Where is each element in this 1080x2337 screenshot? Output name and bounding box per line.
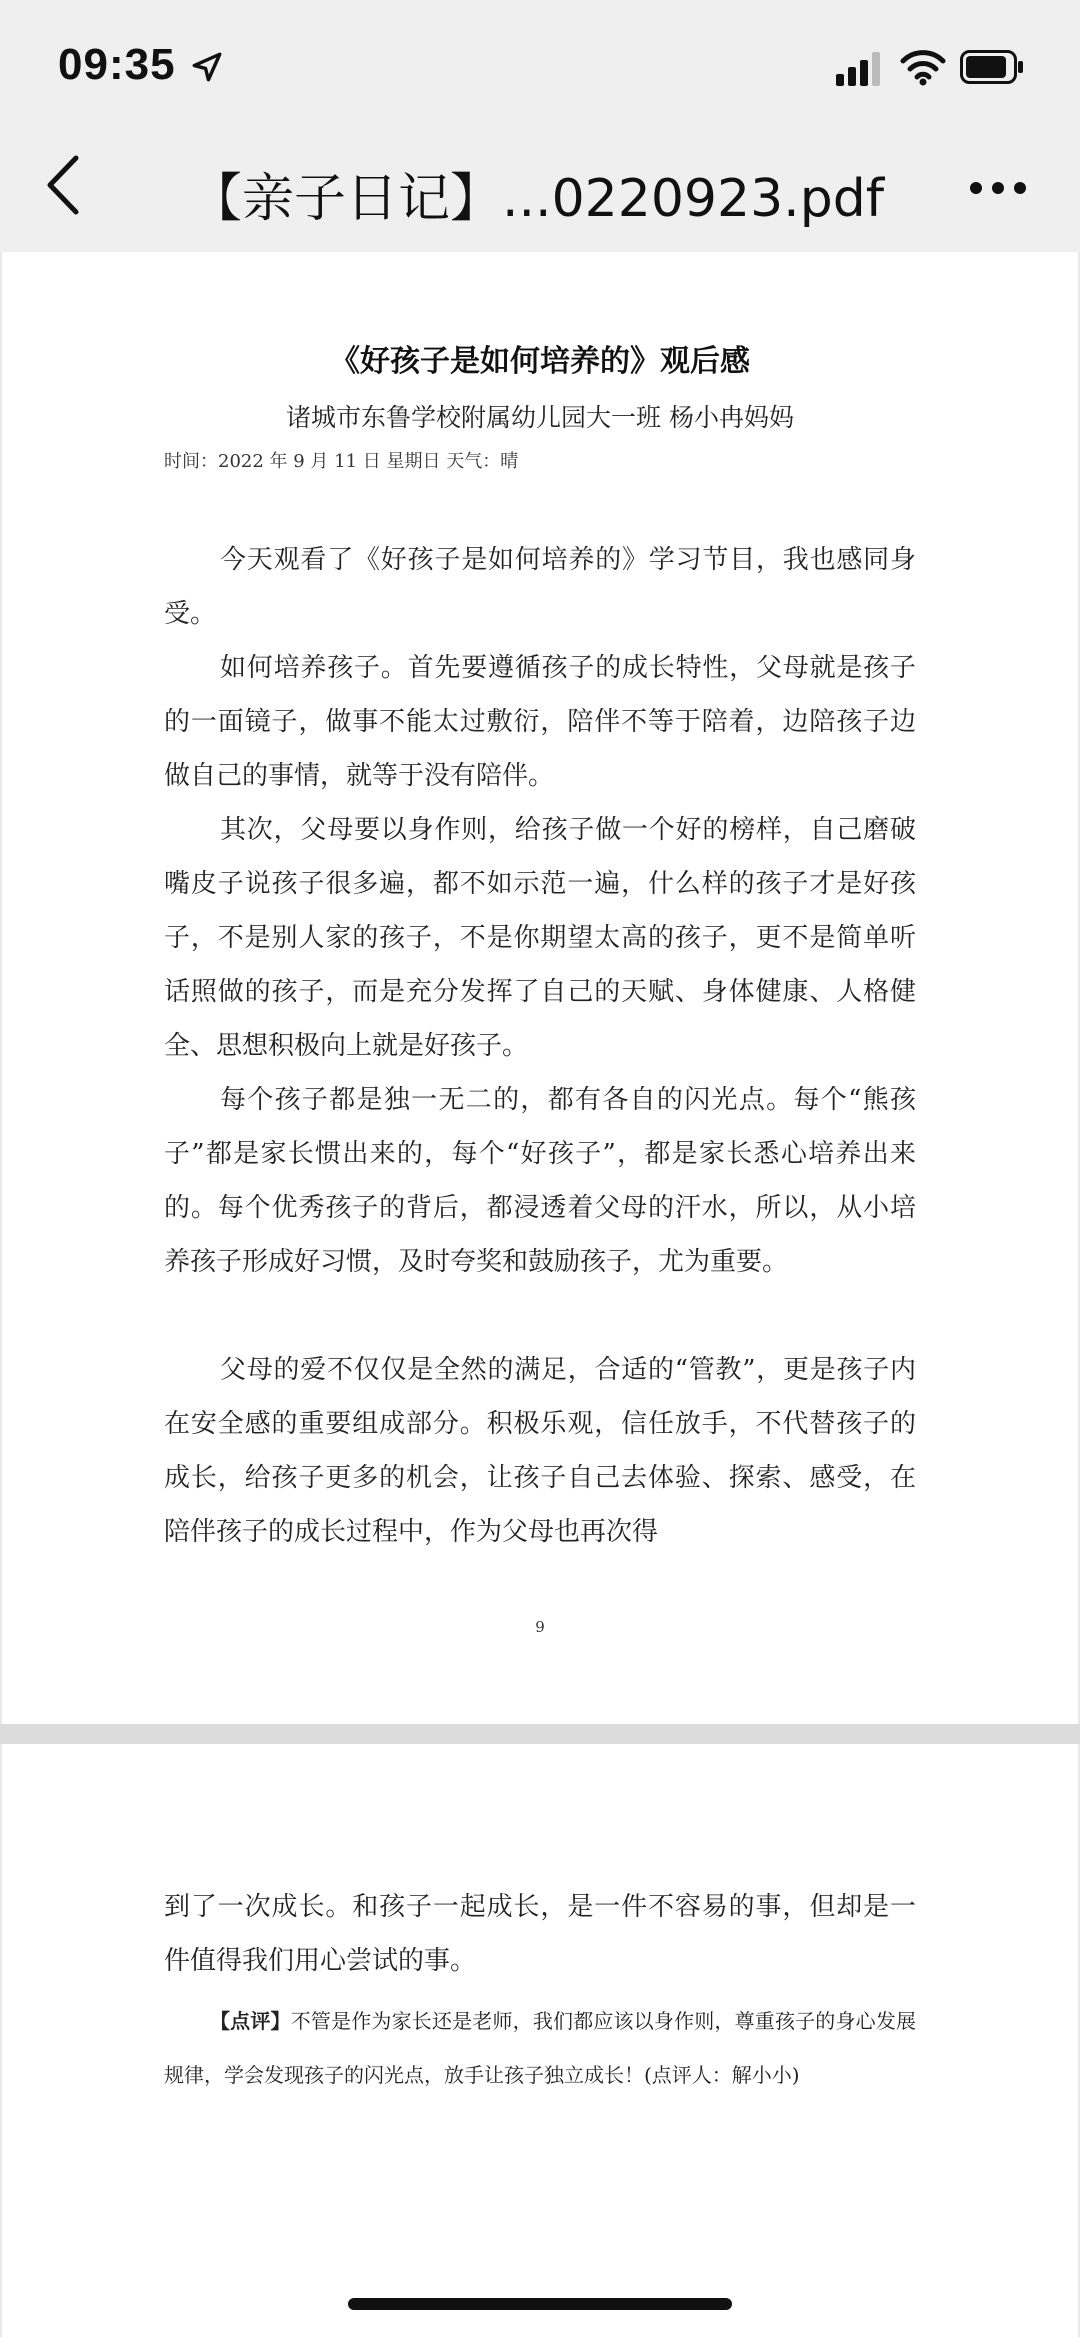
wifi-icon: [900, 48, 946, 86]
top-bar: [0, 0, 1080, 252]
paragraph-1: 今天观看了《好孩子是如何培养的》学习节目，我也感同身受。: [164, 545, 916, 629]
status-time: 09:35: [58, 40, 176, 89]
paragraph-6: 到了一次成长。和孩子一起成长，是一件不容易的事，但却是一件值得我们用心尝试的事。: [164, 1892, 916, 1976]
page-separator: [0, 1724, 1080, 1744]
back-chevron-icon[interactable]: [40, 152, 90, 218]
article-title: 《好孩子是如何培养的》观后感: [330, 344, 750, 379]
paragraph-4: 每个孩子都是独一无二的，都有各自的闪光点。每个“熊孩子”都是家长惯出来的，每个“好孩子”，都是家长悉心培养出来的。每个优秀孩子的背后，都浸透着父母的汗水，所以，从小培养孩子形成好习惯，及时夸奖和鼓励孩子，尤为重要。: [164, 1085, 916, 1277]
document-title: 【亲子日记】...0220923.pdf: [190, 169, 885, 229]
comment-text: 不管是作为家长还是老师，我们都应该以身作则，尊重孩子的身心发展规律，学会发现孩子的闪光点，放手让孩子独立成长！(点评人：解小小): [164, 2009, 917, 2087]
article-date-weather: 时间：2022 年 9 月 11 日 星期日 天气：晴: [164, 451, 519, 472]
battery-icon: [960, 50, 1024, 84]
paragraph-2: 如何培养孩子。首先要遵循孩子的成长特性，父母就是孩子的一面镜子，做事不能太过敷衍，陪伴不等于陪着，边陪孩子边做自己的事情，就等于没有陪伴。: [164, 653, 916, 791]
location-arrow-icon: [190, 50, 224, 84]
home-indicator[interactable]: [348, 2298, 732, 2310]
cellular-signal-icon: [836, 52, 882, 86]
paragraph-3: 其次，父母要以身作则，给孩子做一个好的榜样，自己磨破嘴皮子说孩子很多遍，都不如示范一遍，什么样的孩子才是好孩子，不是别人家的孩子，不是你期望太高的孩子，更不是简单听话照做的孩子，而是充分发挥了自己的天赋、身体健康、人格健全、思想积极向上就是好孩子。: [164, 815, 916, 1061]
paragraph-5: 父母的爱不仅仅是全然的满足，合适的“管教”，更是孩子内在安全感的重要组成部分。积极乐观，信任放手，不代替孩子的成长，给孩子更多的机会，让孩子自己去体验、探索、感受，在陪伴孩子的成长过程中，作为父母也再次得: [164, 1355, 916, 1547]
comment-tag: 【点评】: [210, 2009, 291, 2033]
article-author: 诸城市东鲁学校附属幼儿园大一班 杨小冉妈妈: [286, 403, 794, 432]
comment-block: [164, 1994, 916, 2102]
page-number: 9: [535, 1618, 545, 1636]
more-options-icon[interactable]: [968, 178, 1028, 198]
